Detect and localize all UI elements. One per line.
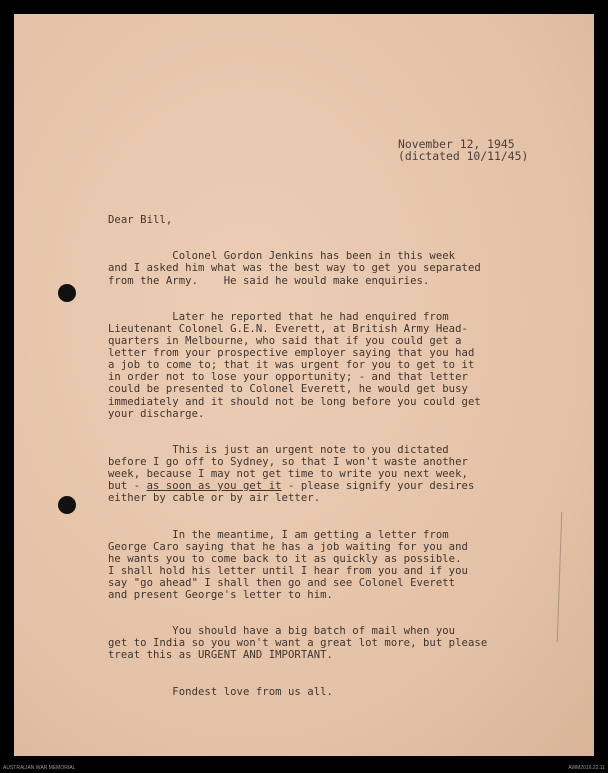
footer-credit: AUSTRALIAN WAR MEMORIAL: [3, 765, 76, 771]
salutation: Dear Bill,: [108, 214, 173, 227]
paragraph-3: This is just an urgent note to you dictated before I go off to Sydney, so that I won't waste another week, because I may not get time to write you next week, but - as soon as you get it - please signify your desires either by cable or by air letter.: [108, 443, 475, 505]
closing: Fondest love from us all.: [108, 685, 333, 698]
letter-date: November 12, 1945 (dictated 10/11/45): [398, 137, 529, 163]
paragraph-4: In the meantime, I am getting a letter from George Caro saying that he has a job waiting for you and he wants you to come back to it as quickly as possible. I shall hold his letter until I hear from you and if you say "go ahead" I shall then go and see Colonel Everett and present George's letter to him.: [108, 528, 468, 601]
punch-hole-top: [58, 284, 76, 302]
paper-crease: [557, 512, 563, 642]
footer-id: AWM2016.22.11: [568, 765, 605, 771]
letter-body: [108, 202, 538, 722]
paragraph-2: Later he reported that he had enquired from Lieutenant Colonel G.E.N. Everett, at British Army Head- quarters in Melbourne, who said that if you could get a letter from your prospective employer saying that you had a job to come to; that it was urgent for you to get to it in order not to lose your opportunity; - and that letter could be presented to Colonel Everett, he would get busy immediately and it should not be long before you could get your discharge.: [108, 310, 481, 420]
punch-hole-bottom: [58, 496, 76, 514]
paragraph-1: Colonel Gordon Jenkins has been in this week and I asked him what was the best way to get you separated from the Army. He said he would make enquiries.: [108, 250, 481, 287]
underlined-text: as soon as you get it: [146, 480, 282, 493]
paragraph-5: You should have a big batch of mail when you get to India so you won't want a great lot more, but please treat this as URGENT AND IMPORTANT.: [108, 625, 488, 662]
